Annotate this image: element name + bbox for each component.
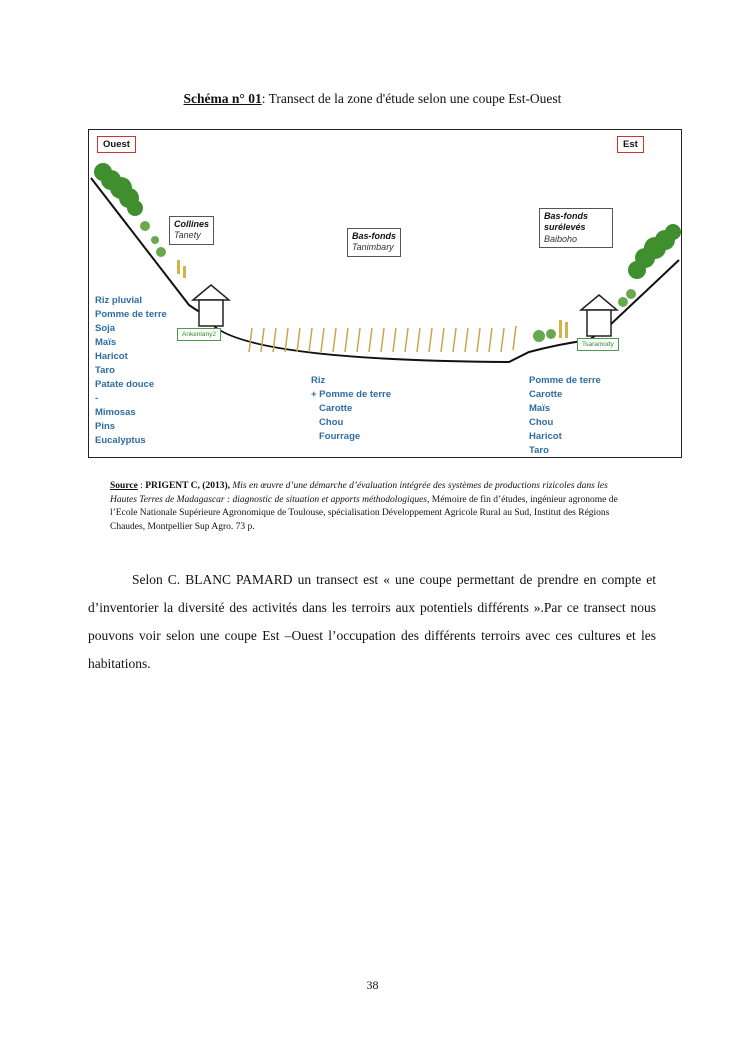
zone-collines-subtitle: Tanety — [174, 230, 201, 241]
crop-item: Patate douce — [95, 379, 155, 390]
zone-collines — [169, 216, 214, 245]
west-label: Ouest — [97, 136, 136, 153]
transect-figure — [88, 129, 682, 458]
zone-bas-fonds — [347, 228, 401, 257]
east-label: Est — [617, 136, 644, 153]
source-sep: : — [137, 481, 146, 491]
crop-item: Eucalyptus — [95, 435, 146, 446]
source-label: Source — [110, 481, 138, 491]
zone-baiboho — [539, 208, 613, 248]
village-east: Tsaramody — [577, 338, 619, 351]
zone-collines-title: Collines — [174, 219, 210, 229]
crop-item: Haricot — [95, 351, 128, 362]
zone-bas-fonds-title: Bas-fonds — [352, 231, 397, 241]
crop-item: Carotte — [529, 389, 563, 400]
crop-item: Carotte — [319, 403, 353, 414]
crops-west-list — [95, 294, 167, 448]
crop-item: Pomme de terre — [529, 375, 601, 386]
body-paragraph — [88, 566, 656, 678]
crop-item: Taro — [95, 365, 115, 376]
crop-item: Pins — [95, 421, 116, 432]
paragraph-text: Selon C. BLANC PAMARD un transect est « une coupe permettant de prendre en compte et d’inventorier la diversité des activités dans les terroirs aux potentiels différents ».Par ce transect nous pouvons voir selon une coupe Est –Ouest l’occupation des différents terroirs avec ces cultures et les habitations. — [88, 572, 656, 671]
crop-item: Soja — [95, 323, 116, 334]
west-house-icon — [193, 285, 229, 326]
east-crops-icon — [533, 320, 568, 342]
zone-baiboho-title: Bas-fonds surélevés — [544, 211, 589, 233]
caption-label: Schéma n° 01 — [183, 91, 262, 106]
crop-item: Maïs — [95, 337, 117, 348]
west-trees-icon — [94, 163, 143, 216]
east-house-icon — [581, 295, 617, 336]
crop-item: Pomme de terre — [95, 309, 167, 320]
east-trees-icon — [628, 224, 681, 279]
source-rest: , Mémoire de fin d’études, ingénieur agronome de l’Ecole Nationale Supérieure Agronomique de Toulouse, spécialisation Développement Agricole Rural au Sud, Institut des Régions Chaudes, Montpellier Sup Agro. 73 p. — [110, 494, 618, 532]
figure-caption — [0, 91, 745, 107]
crop-item: Maïs — [529, 403, 551, 414]
source-author: PRIGENT C, (2013), — [145, 481, 230, 491]
crop-item: Chou — [319, 417, 344, 428]
crop-item: Taro — [529, 445, 549, 456]
source-title: Mis en œuvre d’une démarche d’évaluation intégrée des systèmes de productions rizicoles dans les Hautes Terres de Madagascar : diagnostic de situation et apports méthodologiques — [110, 481, 608, 505]
crop-item: Chou — [529, 417, 554, 428]
rice-plants-icon — [249, 326, 516, 352]
crop-item: Riz pluvial — [95, 295, 142, 306]
zone-bas-fonds-subtitle: Tanimbary — [352, 242, 394, 253]
source-citation — [110, 480, 630, 534]
crops-center-list — [311, 374, 391, 444]
crop-item: Mimosas — [95, 407, 136, 418]
crop-item: Riz — [311, 375, 326, 386]
crop-item: Fourrage — [319, 431, 361, 442]
crop-item: + Pomme de terre — [311, 389, 391, 400]
crop-item: - — [95, 393, 99, 404]
crops-east-list — [529, 374, 601, 458]
page-number: 38 — [366, 978, 379, 992]
zone-baiboho-subtitle: Baiboho — [544, 233, 578, 244]
crop-item: Haricot — [529, 431, 562, 442]
village-west: Ankenlany2 — [177, 328, 221, 341]
caption-text: : Transect de la zone d'étude selon une coupe Est-Ouest — [261, 91, 562, 106]
